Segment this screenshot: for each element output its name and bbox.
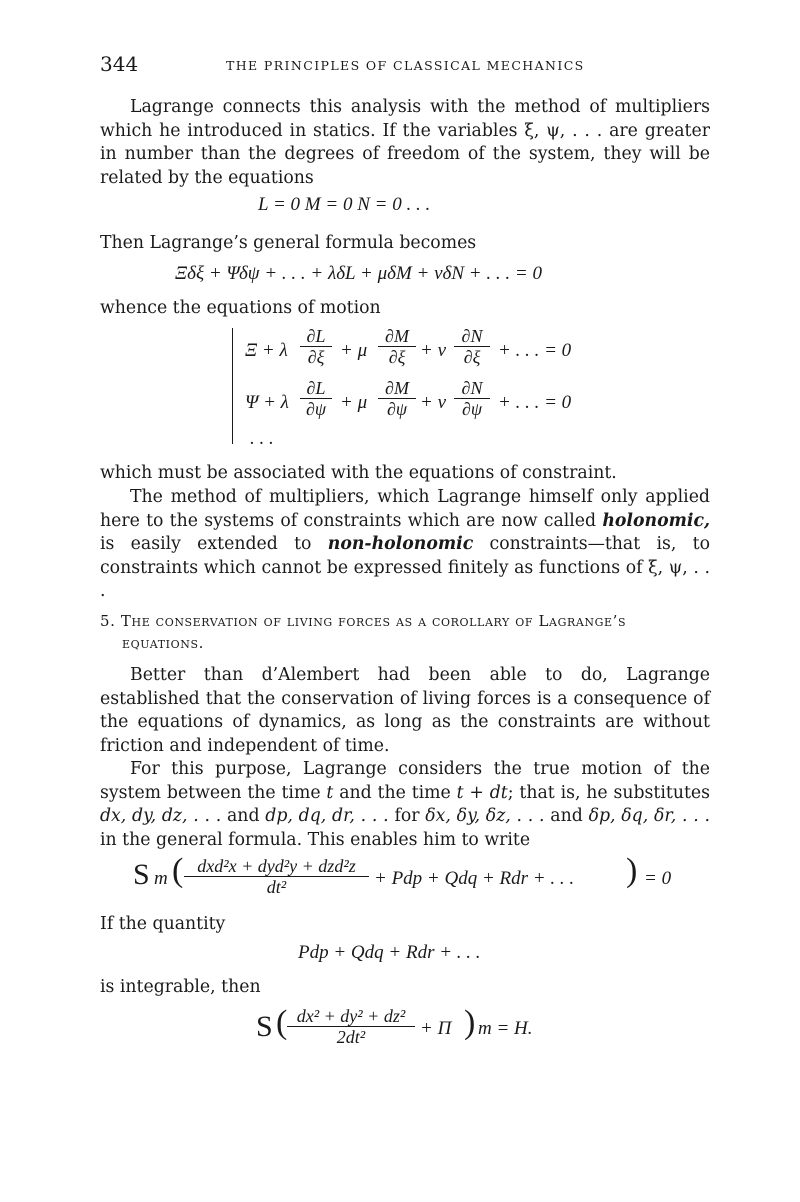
paragraph-6: Better than d’Alembert had been able to do, Lagrange established that the conservation of living forces is a consequence of the equations of dynamics, as long as the constraints are without friction and independent of time. [100, 665, 710, 756]
row2-frac-N: $\frac{\partial N}{\partial\psi}$ [454, 378, 490, 419]
row2-mu: + μ [340, 392, 368, 413]
row1-nu: + ν [420, 340, 447, 361]
row2-frac-M: $\frac{\partial M}{\partial\psi}$ [378, 378, 416, 419]
row1-frac-N: $\frac{\partial N}{\partial\xi}$ [454, 326, 490, 367]
equation-constraints: L = 0 M = 0 N = 0 . . . [258, 194, 431, 215]
paragraph-5: The method of multipliers, which Lagrange himself only applied here to the systems of constraints which are now called holonomic, is easily extended to non-holonomic constraints—that is, to constraints which cannot be expressed finitely as functions of ξ, ψ, . . . [100, 487, 710, 601]
row1-mu: + μ [340, 340, 368, 361]
equation-general-formula: Ξδξ + Ψδψ + . . . + λδL + μδM + νδN + . . . = 0 [175, 263, 542, 284]
equation-pdp: Pdp + Qdq + Rdr + . . . [298, 942, 481, 963]
row1-lead: Ξ + λ [245, 340, 288, 361]
page-number: 344 [100, 52, 139, 76]
row3-ellipsis: . . . [250, 428, 274, 449]
row2-lead: Ψ + λ [245, 392, 289, 413]
equation-sum-fraction: dxd²x + dyd²y + dzd²z dt² [184, 856, 369, 897]
row1-frac-M: $\frac{\partial M}{\partial\xi}$ [378, 326, 416, 367]
paragraph-3: whence the equations of motion [100, 298, 381, 318]
running-head: THE PRINCIPLES OF CLASSICAL MECHANICS [226, 58, 585, 73]
section-number: 5. [100, 612, 116, 630]
book-page: 344 THE PRINCIPLES OF CLASSICAL MECHANICS Lagrange connects this analysis with the method of multipliers which he introduced in statics. If the variables ξ, ψ, . . . are greater in number than the degrees of freedom of the system, they will be related by the equations L = 0 M = 0 N = 0 . . . Then Lagrange’s general formula becomes Ξδξ + Ψδψ + . . . + λδL + μδM + νδN + . . . = 0 whence the equations of motion Ξ + λ $\frac{\partial L}{\partial\xi}$ + μ $\frac{\partial M}{\partial\xi}$ + ν $\frac{\partial N}{\partial\xi}$ + . . . = 0 Ψ + λ $\frac{\partial L}{\partial\psi}$ + μ $\frac{\partial M}{\partial\psi}$ + ν $\frac{\partial N}{\partial\psi}$ + . . . = 0 . . . which must be associated with the equations of constraint. The method of multipliers, which Lagrange himself only applied here to the systems of constraints which are now called holonomic, is easily extended to non-holonomic constraints—that is, to constraints which cannot be expressed finitely as functions of ξ, ψ, . . . 5. The conservation of living forces as a corollary of Lagrange’s equations. Better than d’Alembert had been able to do, Lagrange established that the conservation of living forces is a consequence of the equations of dynamics, as long as the constraints are without friction and independent of time. For this purpose, Lagrange considers the true motion of the system between the time t and the time t + dt; that is, he substitutes dx, dy, dz, . . . and dp, dq, dr, . . . for δx, δy, δz, . . . and δp, δq, δr, . . . in the general formula. This enables him to write S m ( dxd²x + dyd²y + dzd²z dt² + Pdp + Qdq + Rdr + . . . ) = 0 If the quantity Pdp + Qdq + Rdr + . . . is integrable, then S ( $\frac{\text{dx² + dy² + dz²}}{\text{2dt²}}$ + Π ) m = H. [0, 0, 800, 1202]
paragraph-2: Then Lagrange’s general formula becomes [100, 233, 477, 253]
row2-frac-L: $\frac{\partial L}{\partial\psi}$ [300, 378, 332, 419]
row2-tail: + . . . = 0 [498, 392, 572, 413]
paragraph-1: Lagrange connects this analysis with the method of multipliers which he introduced in statics. If the variables ξ, ψ, . . . are greater in number than the degrees of freedom of the system, they will be related by the equations [100, 97, 710, 188]
row2-nu: + ν [420, 392, 447, 413]
row1-tail: + . . . = 0 [498, 340, 572, 361]
equation-final-fraction: $\frac{\text{dx² + dy² + dz²}}{\text{2dt²}}$ [287, 1006, 415, 1047]
paragraph-7: For this purpose, Lagrange considers the true motion of the system between the time t and the time t + dt; that is, he substitutes dx, dy, dz, . . . and dp, dq, dr, . . . for δx, δy, δz, . . . and δp, δq, δr, . . . in the general formula. This enables him to write [100, 759, 711, 850]
paragraph-9: is integrable, then [100, 977, 261, 997]
section-title: The conservation of living forces as a corollary of Lagrange’s [120, 612, 627, 630]
section-heading: 5. The conservation of living forces as a corollary of Lagrange’s equations. [100, 612, 627, 652]
row1-frac-L: $\frac{\partial L}{\partial\xi}$ [300, 326, 332, 367]
system-brace [232, 328, 239, 444]
paragraph-8: If the quantity [100, 914, 226, 934]
paragraph-4: which must be associated with the equations of constraint. [100, 463, 617, 483]
